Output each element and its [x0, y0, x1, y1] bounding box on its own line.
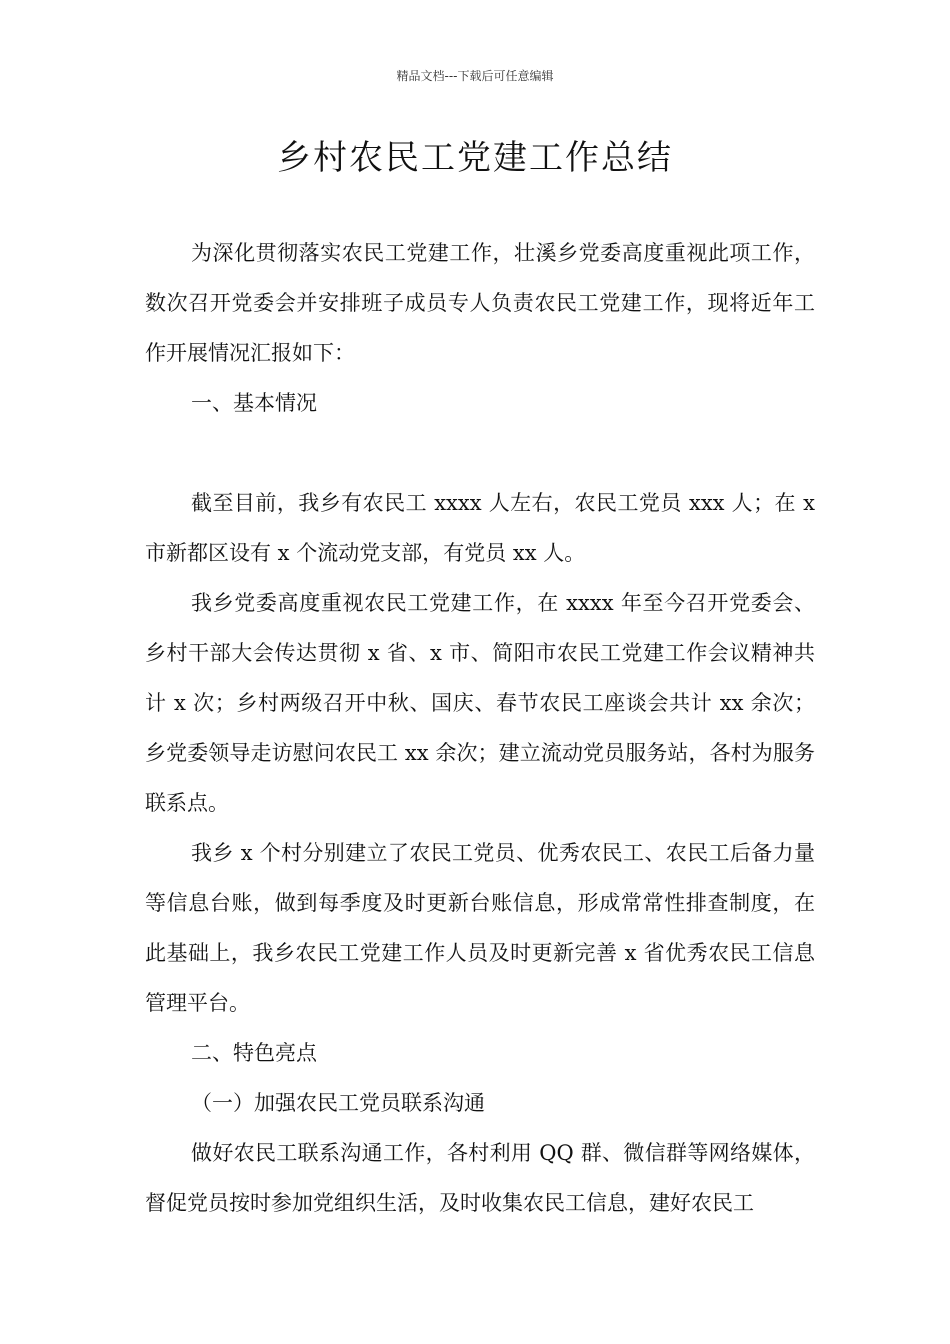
subsection-heading-communication: （一）加强农民工党员联系沟通 — [191, 1091, 485, 1115]
paragraph-communication: 做好农民工联系沟通工作，各村利用 QQ 群、微信群等网络媒体，督促党员按时参加党组织生活，及时收集农民工信息，建好农民工 — [145, 1141, 815, 1215]
section-heading-basic-situation: 一、基本情况 — [191, 391, 317, 415]
document-body — [145, 228, 815, 1228]
paragraph-gap — [145, 428, 815, 478]
header-note: 精品文档---下载后可任意编辑 — [396, 69, 554, 83]
paragraph-statistics: 截至目前，我乡有农民工 xxxx 人左右，农民工党员 xxx 人；在 x 市新都区设有 x 个流动党支部，有党员 xx 人。 — [145, 491, 815, 565]
intro-paragraph: 为深化贯彻落实农民工党建工作，壮溪乡党委高度重视此项工作，数次召开党委会并安排班子成员专人负责农民工党建工作，现将近年工作开展情况汇报如下： — [145, 241, 815, 365]
paragraph-meetings: 我乡党委高度重视农民工党建工作，在 xxxx 年至今召开党委会、乡村干部大会传达贯彻 x 省、x 市、简阳市农民工党建工作会议精神共计 x 次；乡村两级召开中秋、国庆、春节农民工座谈会共计 xx 余次；乡党委领导走访慰问农民工 xx 余次；建立流动党员服务站，各村为服务联系点。 — [145, 591, 815, 815]
section-heading-highlights: 二、特色亮点 — [191, 1041, 317, 1065]
document-title: 乡村农民工党建工作总结 — [277, 138, 673, 178]
paragraph-ledger: 我乡 x 个村分别建立了农民工党员、优秀农民工、农民工后备力量等信息台账，做到每季度及时更新台账信息，形成常常性排查制度，在此基础上，我乡农民工党建工作人员及时更新完善 x 省优秀农民工信息管理平台。 — [145, 841, 815, 1015]
